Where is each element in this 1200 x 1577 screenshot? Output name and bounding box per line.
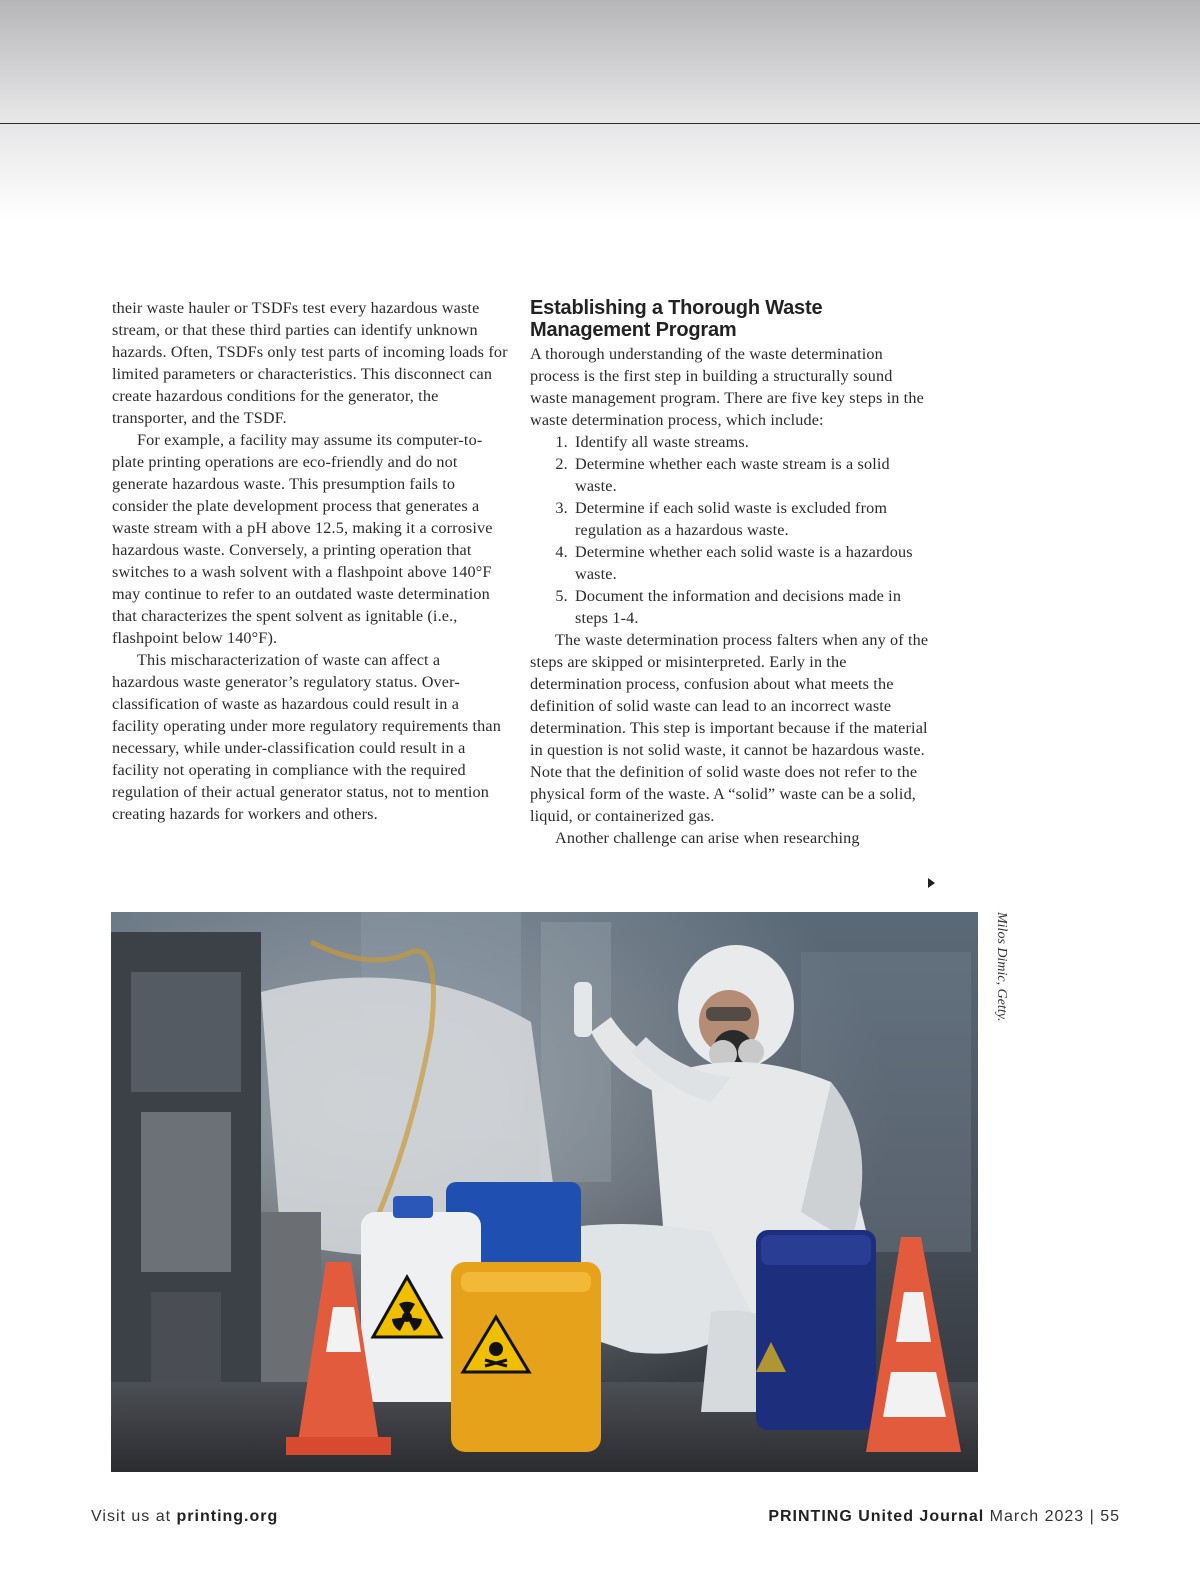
list-item: 3. Determine if each solid waste is excluded from regulation as a hazardous waste. (572, 497, 930, 541)
list-item: 5. Document the information and decisions made in steps 1-4. (572, 585, 930, 629)
body-paragraph: This mischaracterization of waste can affect a hazardous waste generator’s regulatory status. Over-classification of waste as hazardous could result in a facility operating under more regulatory requirements than necessary, while under-classification could result in a facility not operating in compliance with the required regulation of their actual generator status, not to mention creating hazards for workers and others. (112, 651, 501, 823)
list-item: 4. Determine whether each solid waste is a hazardous waste. (572, 541, 930, 585)
publication-name: PRINTING United Journal (768, 1508, 985, 1525)
footer-visit-label: Visit us at (91, 1508, 177, 1525)
issue-and-page: March 2023 | 55 (984, 1508, 1120, 1525)
footer-right (768, 1508, 1120, 1526)
continue-arrow-icon (928, 878, 935, 888)
hazmat-photo (111, 912, 978, 1472)
header-fade (0, 124, 1200, 219)
list-item: 2. Determine whether each waste stream is a solid waste. (572, 453, 930, 497)
footer-left (91, 1508, 278, 1526)
list-item: 1. Identify all waste streams. (572, 431, 930, 453)
section-heading: Establishing a Thorough Waste Management Program (530, 297, 823, 341)
left-column (112, 297, 510, 825)
steps-list (530, 431, 930, 629)
right-column (530, 297, 930, 849)
body-paragraph: their waste hauler or TSDFs test every hazardous waste stream, or that these third parties can identify unknown hazards. Often, TSDFs only test parts of incoming loads for limited parameters or characteristics. This disconnect can create hazardous conditions for the generator, the transporter, and the TSDF. (112, 299, 508, 427)
photo-credit: Milos Dimic, Getty. (994, 912, 1009, 1022)
body-paragraph: The waste determination process falters when any of the steps are skipped or misinterpreted. Early in the determination process, confusion about what meets the definition of solid waste can lead to an incorrect waste determination. This step is important because if the material in question is not solid waste, it cannot be hazardous waste. Note that the definition of solid waste does not refer to the physical form of the waste. A “solid” waste can be a solid, liquid, or containerized gas. (530, 631, 929, 825)
body-paragraph: Another challenge can arise when researching (555, 829, 860, 847)
body-paragraph: For example, a facility may assume its computer-to-plate printing operations are eco-friendly and do not generate hazardous waste. This presumption fails to consider the plate development process that generates a waste stream with a pH above 12.5, making it a corrosive hazardous waste. Conversely, a printing operation that switches to a wash solvent with a flashpoint above 140°F may continue to refer to an outdated waste determination that characterizes the spent solvent as ignitable (i.e., flashpoint below 140°F). (112, 431, 493, 647)
header-band (0, 0, 1200, 124)
intro-paragraph: A thorough understanding of the waste determination process is the first step in building a structurally sound waste management program. There are five key steps in the waste determination process, which include: (530, 345, 924, 429)
footer-site-link[interactable]: printing.org (176, 1508, 279, 1525)
